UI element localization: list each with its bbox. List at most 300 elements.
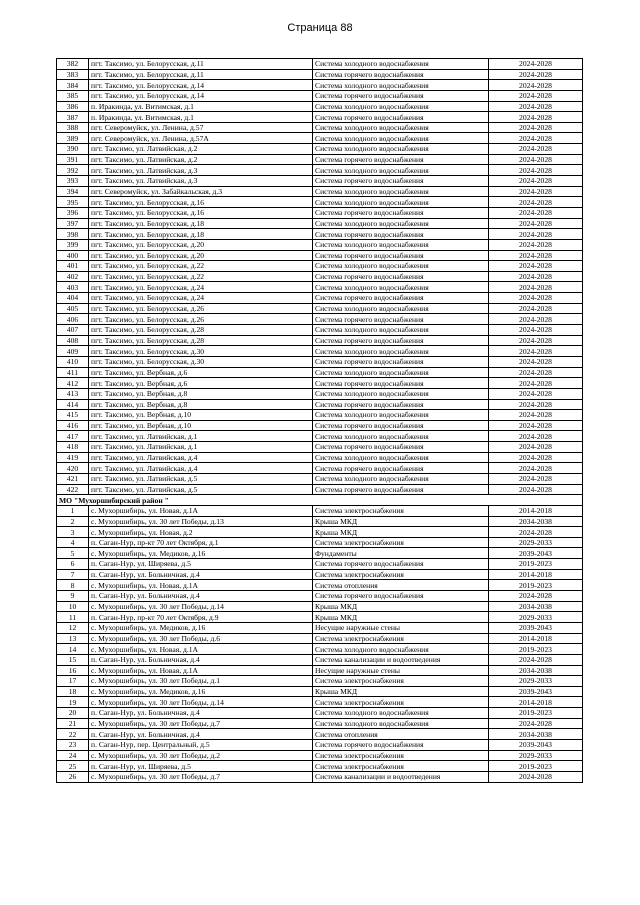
period-cell: 2024-2028 — [489, 207, 583, 218]
row-number: 11 — [57, 612, 89, 623]
repair-schedule-table — [56, 58, 583, 783]
address-cell: п. Иракинда, ул. Витимская, д.1 — [89, 112, 313, 123]
address-cell: пгт. Таксимо, ул. Белорусская, д.30 — [89, 356, 313, 367]
period-cell: 2034-2038 — [489, 665, 583, 676]
table-row — [57, 399, 583, 410]
table-row — [57, 90, 583, 101]
row-number: 400 — [57, 250, 89, 261]
period-cell: 2024-2028 — [489, 101, 583, 112]
system-cell: Система холодного водоснабжения — [313, 186, 489, 197]
system-cell: Система горячего водоснабжения — [313, 740, 489, 751]
system-cell: Система электроснабжения — [313, 697, 489, 708]
address-cell: с. Мухоршибирь, ул. Медиков, д.16 — [89, 622, 313, 633]
table-row — [57, 420, 583, 431]
table-row — [57, 527, 583, 538]
table-row — [57, 591, 583, 602]
period-cell: 2024-2028 — [489, 771, 583, 782]
table-row — [57, 59, 583, 70]
period-cell: 2024-2028 — [489, 335, 583, 346]
table-row — [57, 559, 583, 570]
table-row — [57, 229, 583, 240]
row-number: 422 — [57, 484, 89, 495]
system-cell: Система холодного водоснабжения — [313, 473, 489, 484]
system-cell: Крыша МКД — [313, 516, 489, 527]
row-number: 23 — [57, 740, 89, 751]
table-row — [57, 186, 583, 197]
address-cell: пгт. Таксимо, ул. Вербная, д.6 — [89, 378, 313, 389]
table-row — [57, 197, 583, 208]
period-cell: 2024-2028 — [489, 527, 583, 538]
table-row — [57, 516, 583, 527]
row-number: 20 — [57, 708, 89, 719]
address-cell: с. Мухоршибирь, ул. 30 лет Победы, д.13 — [89, 516, 313, 527]
address-cell: п. Саган-Нур, ул. Больничная, д.4 — [89, 654, 313, 665]
address-cell: пгт. Таксимо, ул. Белорусская, д.20 — [89, 250, 313, 261]
table-row — [57, 676, 583, 687]
table-row — [57, 633, 583, 644]
period-cell: 2024-2028 — [489, 239, 583, 250]
table-row — [57, 548, 583, 559]
row-number: 25 — [57, 761, 89, 772]
row-number: 22 — [57, 729, 89, 740]
system-cell: Система электроснабжения — [313, 505, 489, 516]
system-cell: Система канализации и водоотведения — [313, 654, 489, 665]
row-number: 12 — [57, 622, 89, 633]
system-cell: Система электроснабжения — [313, 750, 489, 761]
address-cell: с. Мухоршибирь, ул. 30 лет Победы, д.14 — [89, 601, 313, 612]
system-cell: Крыша МКД — [313, 686, 489, 697]
row-number: 10 — [57, 601, 89, 612]
row-number: 411 — [57, 367, 89, 378]
system-cell: Система отопления — [313, 729, 489, 740]
period-cell: 2024-2028 — [489, 80, 583, 91]
table-row — [57, 580, 583, 591]
address-cell: пгт. Таксимо, ул. Вербная, д.8 — [89, 399, 313, 410]
table-row — [57, 282, 583, 293]
row-number: 405 — [57, 303, 89, 314]
period-cell: 2024-2028 — [489, 90, 583, 101]
table-row — [57, 771, 583, 782]
table-row — [57, 239, 583, 250]
period-cell: 2024-2028 — [489, 346, 583, 357]
system-cell: Система горячего водоснабжения — [313, 378, 489, 389]
table-row — [57, 261, 583, 272]
system-cell: Система горячего водоснабжения — [313, 250, 489, 261]
period-cell: 2029-2033 — [489, 676, 583, 687]
row-number: 5 — [57, 548, 89, 559]
address-cell: пгт. Таксимо, ул. Белорусская, д.20 — [89, 239, 313, 250]
system-cell: Система горячего водоснабжения — [313, 314, 489, 325]
system-cell: Система холодного водоснабжения — [313, 303, 489, 314]
period-cell: 2024-2028 — [489, 473, 583, 484]
row-number: 383 — [57, 69, 89, 80]
table-row — [57, 112, 583, 123]
period-cell: 2024-2028 — [489, 718, 583, 729]
table-row — [57, 101, 583, 112]
address-cell: п. Иракинда, ул. Витимская, д.1 — [89, 101, 313, 112]
address-cell: пгт. Таксимо, ул. Белорусская, д.16 — [89, 207, 313, 218]
row-number: 388 — [57, 122, 89, 133]
period-cell: 2024-2028 — [489, 484, 583, 495]
table-row — [57, 665, 583, 676]
row-number: 420 — [57, 463, 89, 474]
system-cell: Система холодного водоснабжения — [313, 261, 489, 272]
address-cell: с. Мухоршибирь, ул. 30 лет Победы, д.7 — [89, 771, 313, 782]
address-cell: с. Мухоршибирь, ул. 30 лет Победы, д.14 — [89, 697, 313, 708]
system-cell: Система холодного водоснабжения — [313, 133, 489, 144]
system-cell: Система горячего водоснабжения — [313, 399, 489, 410]
system-cell: Система холодного водоснабжения — [313, 144, 489, 155]
address-cell: с. Мухоршибирь, ул. Новая, д.1А — [89, 580, 313, 591]
system-cell: Система горячего водоснабжения — [313, 271, 489, 282]
row-number: 407 — [57, 325, 89, 336]
address-cell: пгт. Таксимо, ул. Белорусская, д.24 — [89, 293, 313, 304]
table-row — [57, 473, 583, 484]
row-number: 384 — [57, 80, 89, 91]
table-row — [57, 378, 583, 389]
address-cell: пгт. Таксимо, ул. Вербная, д.6 — [89, 367, 313, 378]
row-number: 9 — [57, 591, 89, 602]
address-cell: с. Мухоршибирь, ул. Новая, д.1А — [89, 665, 313, 676]
table-row — [57, 303, 583, 314]
system-cell: Система холодного водоснабжения — [313, 325, 489, 336]
address-cell: с. Мухоршибирь, ул. Новая, д.1А — [89, 505, 313, 516]
period-cell: 2024-2028 — [489, 463, 583, 474]
table-row — [57, 686, 583, 697]
system-cell: Несущие наружные стены — [313, 665, 489, 676]
table-row — [57, 750, 583, 761]
system-cell: Система горячего водоснабжения — [313, 420, 489, 431]
period-cell: 2039-2043 — [489, 622, 583, 633]
address-cell: пгт. Таксимо, ул. Белорусская, д.18 — [89, 229, 313, 240]
row-number: 17 — [57, 676, 89, 687]
system-cell: Система горячего водоснабжения — [313, 559, 489, 570]
table-section-header — [57, 495, 583, 506]
row-number: 3 — [57, 527, 89, 538]
address-cell: с. Мухоршибирь, ул. 30 лет Победы, д.2 — [89, 750, 313, 761]
address-cell: пгт. Таксимо, ул. Белорусская, д.16 — [89, 197, 313, 208]
period-cell: 2019-2023 — [489, 559, 583, 570]
row-number: 387 — [57, 112, 89, 123]
system-cell: Система горячего водоснабжения — [313, 154, 489, 165]
row-number: 391 — [57, 154, 89, 165]
period-cell: 2024-2028 — [489, 218, 583, 229]
system-cell: Система холодного водоснабжения — [313, 708, 489, 719]
system-cell: Система холодного водоснабжения — [313, 388, 489, 399]
section-row — [57, 495, 583, 506]
row-number: 402 — [57, 271, 89, 282]
system-cell: Система холодного водоснабжения — [313, 80, 489, 91]
period-cell: 2014-2018 — [489, 697, 583, 708]
row-number: 418 — [57, 442, 89, 453]
address-cell: пгт. Таксимо, ул. Вербная, д.10 — [89, 410, 313, 421]
system-cell: Система горячего водоснабжения — [313, 176, 489, 187]
address-cell: пгт. Таксимо, ул. Латвийская, д.1 — [89, 431, 313, 442]
table-row — [57, 654, 583, 665]
period-cell: 2014-2018 — [489, 505, 583, 516]
row-number: 404 — [57, 293, 89, 304]
address-cell: пгт. Таксимо, ул. Белорусская, д.28 — [89, 335, 313, 346]
period-cell: 2029-2033 — [489, 537, 583, 548]
address-cell: пгт. Таксимо, ул. Латвийская, д.3 — [89, 165, 313, 176]
system-cell: Система холодного водоснабжения — [313, 239, 489, 250]
address-cell: пгт. Таксимо, ул. Белорусская, д.11 — [89, 59, 313, 70]
row-number: 382 — [57, 59, 89, 70]
row-number: 399 — [57, 239, 89, 250]
system-cell: Система электроснабжения — [313, 633, 489, 644]
table-row — [57, 133, 583, 144]
period-cell: 2024-2028 — [489, 122, 583, 133]
table-row — [57, 729, 583, 740]
address-cell: с. Мухоршибирь, ул. 30 лет Победы, д.1 — [89, 676, 313, 687]
row-number: 16 — [57, 665, 89, 676]
table-row — [57, 325, 583, 336]
address-cell: пгт. Таксимо, ул. Латвийская, д.2 — [89, 154, 313, 165]
period-cell: 2024-2028 — [489, 420, 583, 431]
row-number: 15 — [57, 654, 89, 665]
row-number: 403 — [57, 282, 89, 293]
system-cell: Система холодного водоснабжения — [313, 218, 489, 229]
address-cell: п. Саган-Нур, ул. Ширяева, д.5 — [89, 559, 313, 570]
period-cell: 2024-2028 — [489, 112, 583, 123]
period-cell: 2024-2028 — [489, 293, 583, 304]
row-number: 406 — [57, 314, 89, 325]
period-cell: 2024-2028 — [489, 197, 583, 208]
row-number: 412 — [57, 378, 89, 389]
row-number: 6 — [57, 559, 89, 570]
address-cell: пгт. Таксимо, ул. Белорусская, д.18 — [89, 218, 313, 229]
table-row — [57, 505, 583, 516]
system-cell: Система холодного водоснабжения — [313, 59, 489, 70]
address-cell: пгт. Таксимо, ул. Белорусская, д.14 — [89, 80, 313, 91]
table-row — [57, 537, 583, 548]
system-cell: Система холодного водоснабжения — [313, 718, 489, 729]
row-number: 19 — [57, 697, 89, 708]
system-cell: Система горячего водоснабжения — [313, 207, 489, 218]
address-cell: пгт. Таксимо, ул. Вербная, д.8 — [89, 388, 313, 399]
address-cell: пгт. Таксимо, ул. Латвийская, д.4 — [89, 463, 313, 474]
table-row — [57, 431, 583, 442]
address-cell: пгт. Северомуйск, ул. Ленина, д.57 — [89, 122, 313, 133]
table-section-a — [57, 59, 583, 495]
system-cell: Система холодного водоснабжения — [313, 282, 489, 293]
row-number: 1 — [57, 505, 89, 516]
table-section-b — [57, 505, 583, 782]
table-row — [57, 176, 583, 187]
period-cell: 2039-2043 — [489, 686, 583, 697]
row-number: 397 — [57, 218, 89, 229]
row-number: 401 — [57, 261, 89, 272]
row-number: 7 — [57, 569, 89, 580]
table-row — [57, 601, 583, 612]
row-number: 26 — [57, 771, 89, 782]
table-row — [57, 271, 583, 282]
row-number: 390 — [57, 144, 89, 155]
row-number: 396 — [57, 207, 89, 218]
period-cell: 2034-2038 — [489, 601, 583, 612]
period-cell: 2024-2028 — [489, 367, 583, 378]
period-cell: 2024-2028 — [489, 314, 583, 325]
address-cell: пгт. Северомуйск, ул. Забайкальская, д.3 — [89, 186, 313, 197]
period-cell: 2024-2028 — [489, 591, 583, 602]
period-cell: 2014-2018 — [489, 569, 583, 580]
table-row — [57, 250, 583, 261]
address-cell: пгт. Таксимо, ул. Белорусская, д.28 — [89, 325, 313, 336]
system-cell: Система холодного водоснабжения — [313, 644, 489, 655]
table-row — [57, 218, 583, 229]
period-cell: 2024-2028 — [489, 431, 583, 442]
row-number: 394 — [57, 186, 89, 197]
system-cell: Система канализации и водоотведения — [313, 771, 489, 782]
period-cell: 2024-2028 — [489, 176, 583, 187]
system-cell: Система холодного водоснабжения — [313, 346, 489, 357]
period-cell: 2024-2028 — [489, 154, 583, 165]
table-row — [57, 144, 583, 155]
table-row — [57, 367, 583, 378]
row-number: 421 — [57, 473, 89, 484]
period-cell: 2014-2018 — [489, 633, 583, 644]
period-cell: 2024-2028 — [489, 303, 583, 314]
address-cell: пгт. Таксимо, ул. Латвийская, д.5 — [89, 484, 313, 495]
address-cell: п. Саган-Нур, пер. Центральный, д.5 — [89, 740, 313, 751]
system-cell: Фундаменты — [313, 548, 489, 559]
address-cell: п. Саган-Нур, пр-кт 70 лет Октября, д.9 — [89, 612, 313, 623]
table-row — [57, 388, 583, 399]
row-number: 14 — [57, 644, 89, 655]
address-cell: п. Саган-Нур, ул. Больничная, д.4 — [89, 708, 313, 719]
period-cell: 2024-2028 — [489, 69, 583, 80]
row-number: 408 — [57, 335, 89, 346]
system-cell: Система горячего водоснабжения — [313, 356, 489, 367]
table-row — [57, 697, 583, 708]
period-cell: 2034-2038 — [489, 729, 583, 740]
period-cell: 2019-2023 — [489, 761, 583, 772]
table-row — [57, 452, 583, 463]
address-cell: пгт. Таксимо, ул. Белорусская, д.24 — [89, 282, 313, 293]
period-cell: 2024-2028 — [489, 325, 583, 336]
table-row — [57, 484, 583, 495]
row-number: 419 — [57, 452, 89, 463]
address-cell: пгт. Таксимо, ул. Белорусская, д.14 — [89, 90, 313, 101]
system-cell: Система горячего водоснабжения — [313, 229, 489, 240]
system-cell: Система холодного водоснабжения — [313, 122, 489, 133]
system-cell: Система горячего водоснабжения — [313, 293, 489, 304]
system-cell: Система холодного водоснабжения — [313, 197, 489, 208]
address-cell: пгт. Таксимо, ул. Белорусская, д.11 — [89, 69, 313, 80]
period-cell: 2024-2028 — [489, 654, 583, 665]
address-cell: с. Мухоршибирь, ул. Медиков, д.16 — [89, 686, 313, 697]
system-cell: Система горячего водоснабжения — [313, 442, 489, 453]
address-cell: п. Саган-Нур, ул. Больничная, д.4 — [89, 729, 313, 740]
system-cell: Система холодного водоснабжения — [313, 367, 489, 378]
period-cell: 2039-2043 — [489, 740, 583, 751]
row-number: 21 — [57, 718, 89, 729]
address-cell: пгт. Таксимо, ул. Белорусская, д.30 — [89, 346, 313, 357]
period-cell: 2034-2038 — [489, 516, 583, 527]
system-cell: Система электроснабжения — [313, 676, 489, 687]
table-row — [57, 293, 583, 304]
table-row — [57, 314, 583, 325]
row-number: 395 — [57, 197, 89, 208]
row-number: 24 — [57, 750, 89, 761]
table-row — [57, 442, 583, 453]
period-cell: 2024-2028 — [489, 186, 583, 197]
address-cell: пгт. Таксимо, ул. Белорусская, д.22 — [89, 271, 313, 282]
table-row — [57, 410, 583, 421]
table-row — [57, 708, 583, 719]
period-cell: 2019-2023 — [489, 580, 583, 591]
row-number: 416 — [57, 420, 89, 431]
table-row — [57, 69, 583, 80]
period-cell: 2024-2028 — [489, 133, 583, 144]
row-number: 414 — [57, 399, 89, 410]
address-cell: пгт. Таксимо, ул. Белорусская, д.26 — [89, 303, 313, 314]
address-cell: пгт. Таксимо, ул. Белорусская, д.22 — [89, 261, 313, 272]
row-number: 386 — [57, 101, 89, 112]
period-cell: 2024-2028 — [489, 261, 583, 272]
row-number: 18 — [57, 686, 89, 697]
address-cell: пгт. Таксимо, ул. Белорусская, д.26 — [89, 314, 313, 325]
system-cell: Система горячего водоснабжения — [313, 484, 489, 495]
address-cell: пгт. Таксимо, ул. Латвийская, д.2 — [89, 144, 313, 155]
row-number: 413 — [57, 388, 89, 399]
period-cell: 2024-2028 — [489, 229, 583, 240]
row-number: 8 — [57, 580, 89, 591]
period-cell: 2029-2033 — [489, 750, 583, 761]
system-cell: Система холодного водоснабжения — [313, 165, 489, 176]
period-cell: 2024-2028 — [489, 388, 583, 399]
table-row — [57, 761, 583, 772]
period-cell: 2024-2028 — [489, 144, 583, 155]
period-cell: 2024-2028 — [489, 399, 583, 410]
row-number: 410 — [57, 356, 89, 367]
period-cell: 2019-2023 — [489, 708, 583, 719]
period-cell: 2039-2043 — [489, 548, 583, 559]
system-cell: Крыша МКД — [313, 601, 489, 612]
system-cell: Система горячего водоснабжения — [313, 591, 489, 602]
system-cell: Система горячего водоснабжения — [313, 463, 489, 474]
row-number: 389 — [57, 133, 89, 144]
period-cell: 2024-2028 — [489, 452, 583, 463]
period-cell: 2024-2028 — [489, 356, 583, 367]
table-row — [57, 740, 583, 751]
period-cell: 2024-2028 — [489, 165, 583, 176]
table-row — [57, 612, 583, 623]
table-row — [57, 346, 583, 357]
period-cell: 2024-2028 — [489, 410, 583, 421]
table-row — [57, 622, 583, 633]
table-row — [57, 569, 583, 580]
section-title: МО "Мухоршибирский район " — [57, 495, 583, 506]
system-cell: Система электроснабжения — [313, 761, 489, 772]
system-cell: Несущие наружные стены — [313, 622, 489, 633]
table-row — [57, 335, 583, 346]
address-cell: с. Мухоршибирь, ул. 30 лет Победы, д.6 — [89, 633, 313, 644]
system-cell: Крыша МКД — [313, 527, 489, 538]
system-cell: Система электроснабжения — [313, 537, 489, 548]
period-cell: 2019-2023 — [489, 644, 583, 655]
period-cell: 2029-2033 — [489, 612, 583, 623]
address-cell: с. Мухоршибирь, ул. Новая, д.1А — [89, 644, 313, 655]
period-cell: 2024-2028 — [489, 271, 583, 282]
table-row — [57, 122, 583, 133]
address-cell: пгт. Северомуйск, ул. Ленина, д.57А — [89, 133, 313, 144]
period-cell: 2024-2028 — [489, 250, 583, 261]
system-cell: Система электроснабжения — [313, 569, 489, 580]
address-cell: п. Саган-Нур, пр-кт 70 лет Октября, д.1 — [89, 537, 313, 548]
address-cell: пгт. Таксимо, ул. Латвийская, д.5 — [89, 473, 313, 484]
address-cell: с. Мухоршибирь, ул. 30 лет Победы, д.7 — [89, 718, 313, 729]
